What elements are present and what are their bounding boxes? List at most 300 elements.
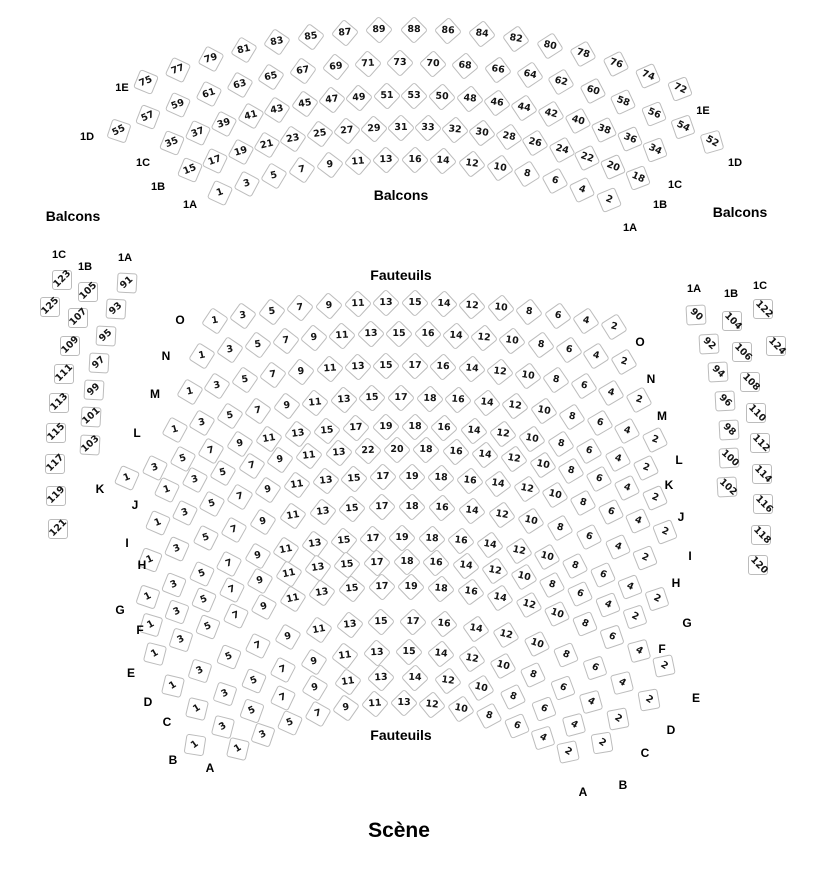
seat-1A-5[interactable] [260,162,287,189]
seat-D-13[interactable] [336,611,364,639]
seat-J-22[interactable] [354,437,382,465]
seat-1A-4[interactable] [569,176,596,203]
seat-1B-24[interactable] [548,136,575,163]
seat-1A-13[interactable] [372,146,400,174]
seat-D-1[interactable] [161,674,185,698]
seat-1C-41[interactable] [237,102,264,129]
seat-E-16[interactable] [457,578,485,606]
seat-1C-38[interactable] [591,116,618,143]
seat-1B-18[interactable] [625,165,651,191]
seat-N-2[interactable] [610,349,637,376]
seat-1E-84[interactable] [468,20,496,48]
seat-L1C-123[interactable] [52,270,72,290]
seat-O-4[interactable] [572,307,600,335]
seat-I-13[interactable] [311,467,339,495]
seat-A-5[interactable] [277,710,303,736]
seat-B-11[interactable] [334,668,362,696]
seat-E-15[interactable] [338,575,366,603]
seat-J-20[interactable] [383,436,411,464]
seat-C-2[interactable] [606,707,629,730]
seat-N-8[interactable] [527,331,555,359]
seat-I-1[interactable] [145,510,171,536]
seat-1D-55[interactable] [106,118,131,143]
seat-1B-27[interactable] [333,117,361,145]
seat-1D-54[interactable] [670,114,695,139]
seat-L1B-111[interactable] [53,361,75,384]
seat-F-18[interactable] [392,548,420,576]
seat-E-4[interactable] [626,638,651,663]
seat-1B-23[interactable] [279,125,307,153]
seat-R1A-102[interactable] [716,476,740,498]
seat-1C-46[interactable] [483,89,511,117]
seat-M-9[interactable] [287,358,315,386]
seat-B-4[interactable] [562,712,586,736]
seat-B-14[interactable] [401,664,429,692]
seat-1D-67[interactable] [289,57,317,85]
seat-1E-88[interactable] [400,16,428,44]
seat-G-5[interactable] [188,560,215,587]
seat-F-8[interactable] [539,571,566,598]
seat-L1B-115[interactable] [46,423,66,443]
seat-L-8[interactable] [558,403,586,431]
seat-K-4[interactable] [604,446,631,473]
seat-E-18[interactable] [427,575,455,603]
seat-H-2[interactable] [632,545,658,571]
seat-1E-79[interactable] [197,45,224,72]
seat-I-18[interactable] [427,464,455,492]
seat-K-10[interactable] [518,425,546,453]
seat-1A-7[interactable] [288,156,316,184]
seat-A-1[interactable] [226,737,250,761]
seat-N-15[interactable] [385,320,413,348]
seat-O-7[interactable] [286,294,314,322]
seat-H-9[interactable] [250,509,278,537]
seat-1B-15[interactable] [176,157,202,183]
seat-1E-83[interactable] [263,28,291,56]
seat-O-9[interactable] [315,292,343,320]
seat-1B-19[interactable] [227,139,254,166]
seat-1C-47[interactable] [318,86,346,114]
seat-C-12[interactable] [458,645,486,673]
seat-O-14[interactable] [429,290,457,318]
seat-1C-50[interactable] [428,83,456,111]
seat-1E-75[interactable] [133,69,159,95]
seat-R1B-110[interactable] [746,403,766,423]
seat-E-17[interactable] [367,573,395,601]
seat-C-10[interactable] [489,652,516,679]
seat-H-4[interactable] [604,534,630,560]
seat-O-6[interactable] [544,302,572,330]
seat-1B-20[interactable] [600,154,626,180]
seat-1B-31[interactable] [387,114,415,142]
seat-R1A-90[interactable] [685,304,706,325]
seat-F-16[interactable] [422,549,450,577]
seat-D-14[interactable] [462,615,490,643]
seat-J-8[interactable] [557,457,584,484]
seat-B-8[interactable] [500,684,527,711]
seat-D-12[interactable] [493,621,520,648]
seat-1B-26[interactable] [521,129,549,157]
seat-H-13[interactable] [308,498,336,526]
seat-N-6[interactable] [555,336,583,364]
seat-1E-77[interactable] [165,56,192,83]
seat-H-18[interactable] [398,493,426,521]
seat-1A-6[interactable] [541,168,568,195]
seat-1A-12[interactable] [457,150,485,178]
seat-J-10[interactable] [529,451,557,479]
seat-L1A-101[interactable] [80,407,101,428]
seat-N-7[interactable] [272,327,300,355]
seat-M-3[interactable] [204,372,232,400]
seat-F-7[interactable] [219,576,246,603]
seat-G-14[interactable] [476,531,504,559]
seat-1D-56[interactable] [641,100,667,126]
seat-A-6[interactable] [503,713,529,739]
seat-I-16[interactable] [456,467,484,495]
seat-L-16[interactable] [444,386,472,414]
seat-1D-61[interactable] [195,81,222,108]
seat-L-18[interactable] [416,384,444,412]
seat-L-14[interactable] [473,389,501,417]
seat-R1B-104[interactable] [722,311,742,331]
seat-L1A-95[interactable] [96,326,117,347]
seat-1B-17[interactable] [202,147,229,174]
seat-G-3[interactable] [161,572,187,598]
seat-E-6[interactable] [600,624,625,649]
seat-1C-37[interactable] [185,119,212,146]
seat-O-13[interactable] [372,289,400,317]
seat-D-7[interactable] [245,632,272,659]
seat-1B-28[interactable] [495,124,523,152]
seat-J-6[interactable] [586,465,613,492]
seat-D-16[interactable] [430,610,458,638]
seat-N-5[interactable] [244,331,272,359]
seat-I-9[interactable] [255,476,283,504]
seat-A-13[interactable] [389,689,417,717]
seat-E-1[interactable] [143,642,167,666]
seat-H-5[interactable] [192,525,219,552]
seat-H-16[interactable] [428,494,456,522]
seat-H-12[interactable] [488,502,516,530]
seat-J-12[interactable] [500,445,528,473]
seat-1D-57[interactable] [135,104,161,130]
seat-1A-1[interactable] [207,179,234,206]
seat-L-7[interactable] [244,397,272,425]
seat-E-19[interactable] [397,573,425,601]
seat-L-15[interactable] [358,384,386,412]
seat-E-11[interactable] [279,585,307,613]
seat-D-2[interactable] [637,689,660,712]
seat-I-11[interactable] [283,471,311,499]
seat-F-6[interactable] [567,581,594,608]
seat-A-4[interactable] [530,725,555,750]
seat-F-9[interactable] [247,567,274,594]
seat-N-10[interactable] [498,327,526,355]
seat-H-8[interactable] [547,515,574,542]
seat-M-12[interactable] [486,358,514,386]
seat-1A-2[interactable] [595,187,621,213]
seat-I-3[interactable] [172,500,199,527]
seat-B-5[interactable] [239,698,265,724]
seat-1D-58[interactable] [610,88,637,115]
seat-M-4[interactable] [598,379,625,406]
seat-H-10[interactable] [517,507,545,535]
seat-D-3[interactable] [188,658,213,683]
seat-1D-66[interactable] [484,56,512,84]
seat-G-2[interactable] [644,586,669,611]
seat-G-18[interactable] [418,525,446,553]
seat-G-7[interactable] [216,551,243,578]
seat-O-12[interactable] [458,292,486,320]
seat-H-3[interactable] [164,535,190,561]
seat-1D-60[interactable] [579,78,606,105]
seat-G-12[interactable] [505,537,533,565]
seat-A-10[interactable] [447,695,475,723]
seat-1D-52[interactable] [700,130,725,155]
seat-I-6[interactable] [597,498,624,525]
seat-F-17[interactable] [363,548,391,576]
seat-1C-36[interactable] [617,126,643,152]
seat-G-9[interactable] [244,542,271,569]
seat-R1B-118[interactable] [751,523,774,546]
seat-M-8[interactable] [542,367,570,395]
seat-E-10[interactable] [544,600,571,627]
seat-H-15[interactable] [338,495,366,523]
seat-1A-16[interactable] [401,146,429,174]
seat-R1A-92[interactable] [698,333,719,354]
seat-L-9[interactable] [273,392,301,420]
seat-B-1[interactable] [183,734,206,757]
seat-L-10[interactable] [530,397,558,425]
seat-R1B-106[interactable] [732,342,752,362]
seat-B-6[interactable] [532,697,558,723]
seat-J-14[interactable] [471,441,499,469]
seat-D-8[interactable] [553,642,579,668]
seat-K-16[interactable] [430,414,458,442]
seat-R1B-114[interactable] [752,462,775,485]
seat-E-14[interactable] [486,584,514,612]
seat-M-13[interactable] [344,353,372,381]
seat-A-3[interactable] [251,722,276,747]
seat-O-15[interactable] [401,289,429,317]
seat-D-6[interactable] [582,655,607,680]
seat-L-13[interactable] [330,386,358,414]
seat-E-13[interactable] [308,579,336,607]
seat-M-2[interactable] [625,387,652,414]
seat-M-16[interactable] [429,353,457,381]
seat-A-8[interactable] [476,703,503,730]
seat-C-14[interactable] [426,640,454,668]
seat-1E-81[interactable] [230,36,257,63]
seat-N-1[interactable] [188,342,216,370]
seat-R1A-100[interactable] [719,448,740,469]
seat-1C-43[interactable] [264,96,292,124]
seat-F-3[interactable] [164,599,190,625]
seat-F-10[interactable] [510,563,537,590]
seat-R1A-96[interactable] [714,390,735,411]
seat-B-10[interactable] [467,674,495,702]
seat-F-5[interactable] [191,587,217,613]
seat-E-5[interactable] [195,614,221,640]
seat-D-9[interactable] [275,623,302,650]
seat-C-8[interactable] [520,662,547,689]
seat-R1B-116[interactable] [753,494,773,514]
seat-R1B-108[interactable] [740,372,760,392]
seat-I-7[interactable] [227,483,254,510]
seat-A-7[interactable] [304,701,331,728]
seat-E-2[interactable] [652,654,676,678]
seat-1C-48[interactable] [456,85,484,113]
seat-R1A-98[interactable] [718,419,739,440]
seat-I-4[interactable] [625,508,651,534]
seat-1C-45[interactable] [291,90,319,118]
seat-C-4[interactable] [579,690,604,715]
seat-C-9[interactable] [300,648,328,676]
seat-1D-70[interactable] [419,49,447,77]
seat-1B-21[interactable] [253,131,280,158]
seat-I-15[interactable] [340,464,368,492]
seat-J-18[interactable] [412,436,440,464]
seat-H-7[interactable] [221,516,248,543]
seat-O-3[interactable] [229,302,257,330]
seat-N-9[interactable] [300,324,328,352]
seat-I-8[interactable] [569,489,596,516]
seat-D-10[interactable] [523,631,550,658]
seat-1D-71[interactable] [354,50,382,78]
seat-N-3[interactable] [216,336,244,364]
seat-1C-39[interactable] [211,110,238,137]
seat-G-8[interactable] [562,552,589,579]
seat-N-11[interactable] [328,322,356,350]
seat-O-8[interactable] [515,298,543,326]
seat-L1B-113[interactable] [49,393,69,413]
seat-1B-30[interactable] [468,119,496,147]
seat-M-5[interactable] [231,366,259,394]
seat-K-1[interactable] [114,465,140,491]
seat-H-11[interactable] [279,502,307,530]
seat-E-8[interactable] [572,611,598,637]
seat-E-12[interactable] [515,591,542,618]
seat-K-12[interactable] [489,420,517,448]
seat-O-1[interactable] [201,307,229,335]
seat-C-7[interactable] [270,656,297,683]
seat-R1B-112[interactable] [750,433,770,453]
seat-K-14[interactable] [460,417,488,445]
seat-A-12[interactable] [418,691,446,719]
seat-C-15[interactable] [395,638,423,666]
seat-R1C-124[interactable] [766,336,786,356]
seat-1E-89[interactable] [365,16,393,44]
seat-L1A-99[interactable] [83,380,104,401]
seat-H-6[interactable] [576,523,603,550]
seat-I-2[interactable] [652,519,678,545]
seat-C-3[interactable] [212,681,237,706]
seat-G-16[interactable] [447,527,475,555]
seat-B-3[interactable] [210,714,234,738]
seat-A-11[interactable] [360,690,388,718]
seat-L-3[interactable] [188,409,215,436]
seat-1D-65[interactable] [258,63,286,91]
seat-G-11[interactable] [272,536,300,564]
seat-1C-53[interactable] [400,82,428,110]
seat-I-17[interactable] [369,463,397,491]
seat-C-13[interactable] [363,639,391,667]
seat-1A-10[interactable] [486,154,514,182]
seat-L1B-117[interactable] [45,454,65,474]
seat-1C-40[interactable] [564,108,591,135]
seat-B-2[interactable] [591,731,614,754]
seat-L-5[interactable] [216,402,244,430]
seat-D-4[interactable] [610,671,634,695]
seat-M-1[interactable] [176,379,203,406]
seat-M-17[interactable] [401,352,429,380]
seat-N-16[interactable] [413,320,441,348]
seat-L1C-125[interactable] [40,297,60,317]
seat-L1A-97[interactable] [88,352,109,373]
seat-1A-3[interactable] [233,170,260,197]
seat-1E-82[interactable] [502,25,530,53]
seat-R1C-122[interactable] [753,299,773,319]
seat-M-7[interactable] [259,362,287,390]
seat-F-13[interactable] [304,554,332,582]
seat-1C-35[interactable] [159,130,185,156]
seat-1D-64[interactable] [516,61,544,89]
seat-L-6[interactable] [586,410,613,437]
seat-M-15[interactable] [372,352,400,380]
seat-1B-32[interactable] [441,116,469,144]
seat-1E-76[interactable] [602,51,629,78]
seat-N-14[interactable] [442,322,470,350]
seat-G-17[interactable] [359,524,387,552]
seat-D-17[interactable] [399,608,427,636]
seat-1E-74[interactable] [635,63,661,89]
seat-F-14[interactable] [452,552,480,580]
seat-G-6[interactable] [590,562,616,588]
seat-H-14[interactable] [458,497,486,525]
seat-1E-87[interactable] [331,19,359,47]
seat-F-12[interactable] [481,557,509,585]
seat-1D-62[interactable] [548,69,575,96]
seat-F-4[interactable] [595,592,621,618]
seat-D-15[interactable] [367,608,395,636]
seat-B-12[interactable] [434,667,462,695]
seat-1D-69[interactable] [321,53,349,81]
seat-M-6[interactable] [570,372,598,400]
seat-1C-42[interactable] [537,100,564,127]
seat-C-1[interactable] [185,697,209,721]
seat-1B-33[interactable] [414,114,442,142]
seat-L-12[interactable] [501,392,529,420]
seat-M-10[interactable] [514,362,542,390]
seat-L1A-91[interactable] [116,272,137,293]
seat-J-4[interactable] [614,474,641,501]
seat-L1B-121[interactable] [48,519,68,539]
seat-B-13[interactable] [367,664,395,692]
seat-I-5[interactable] [199,491,226,518]
seat-L-2[interactable] [641,426,668,453]
seat-1C-49[interactable] [345,84,373,112]
seat-N-4[interactable] [583,342,611,370]
seat-R1B-120[interactable] [748,555,768,575]
seat-1E-85[interactable] [297,23,325,51]
seat-A-2[interactable] [556,741,580,765]
seat-L1B-107[interactable] [68,308,88,328]
seat-1A-8[interactable] [514,160,542,188]
seat-B-9[interactable] [302,675,329,702]
seat-D-5[interactable] [216,644,242,670]
seat-1C-34[interactable] [642,137,668,163]
seat-F-11[interactable] [275,560,303,588]
